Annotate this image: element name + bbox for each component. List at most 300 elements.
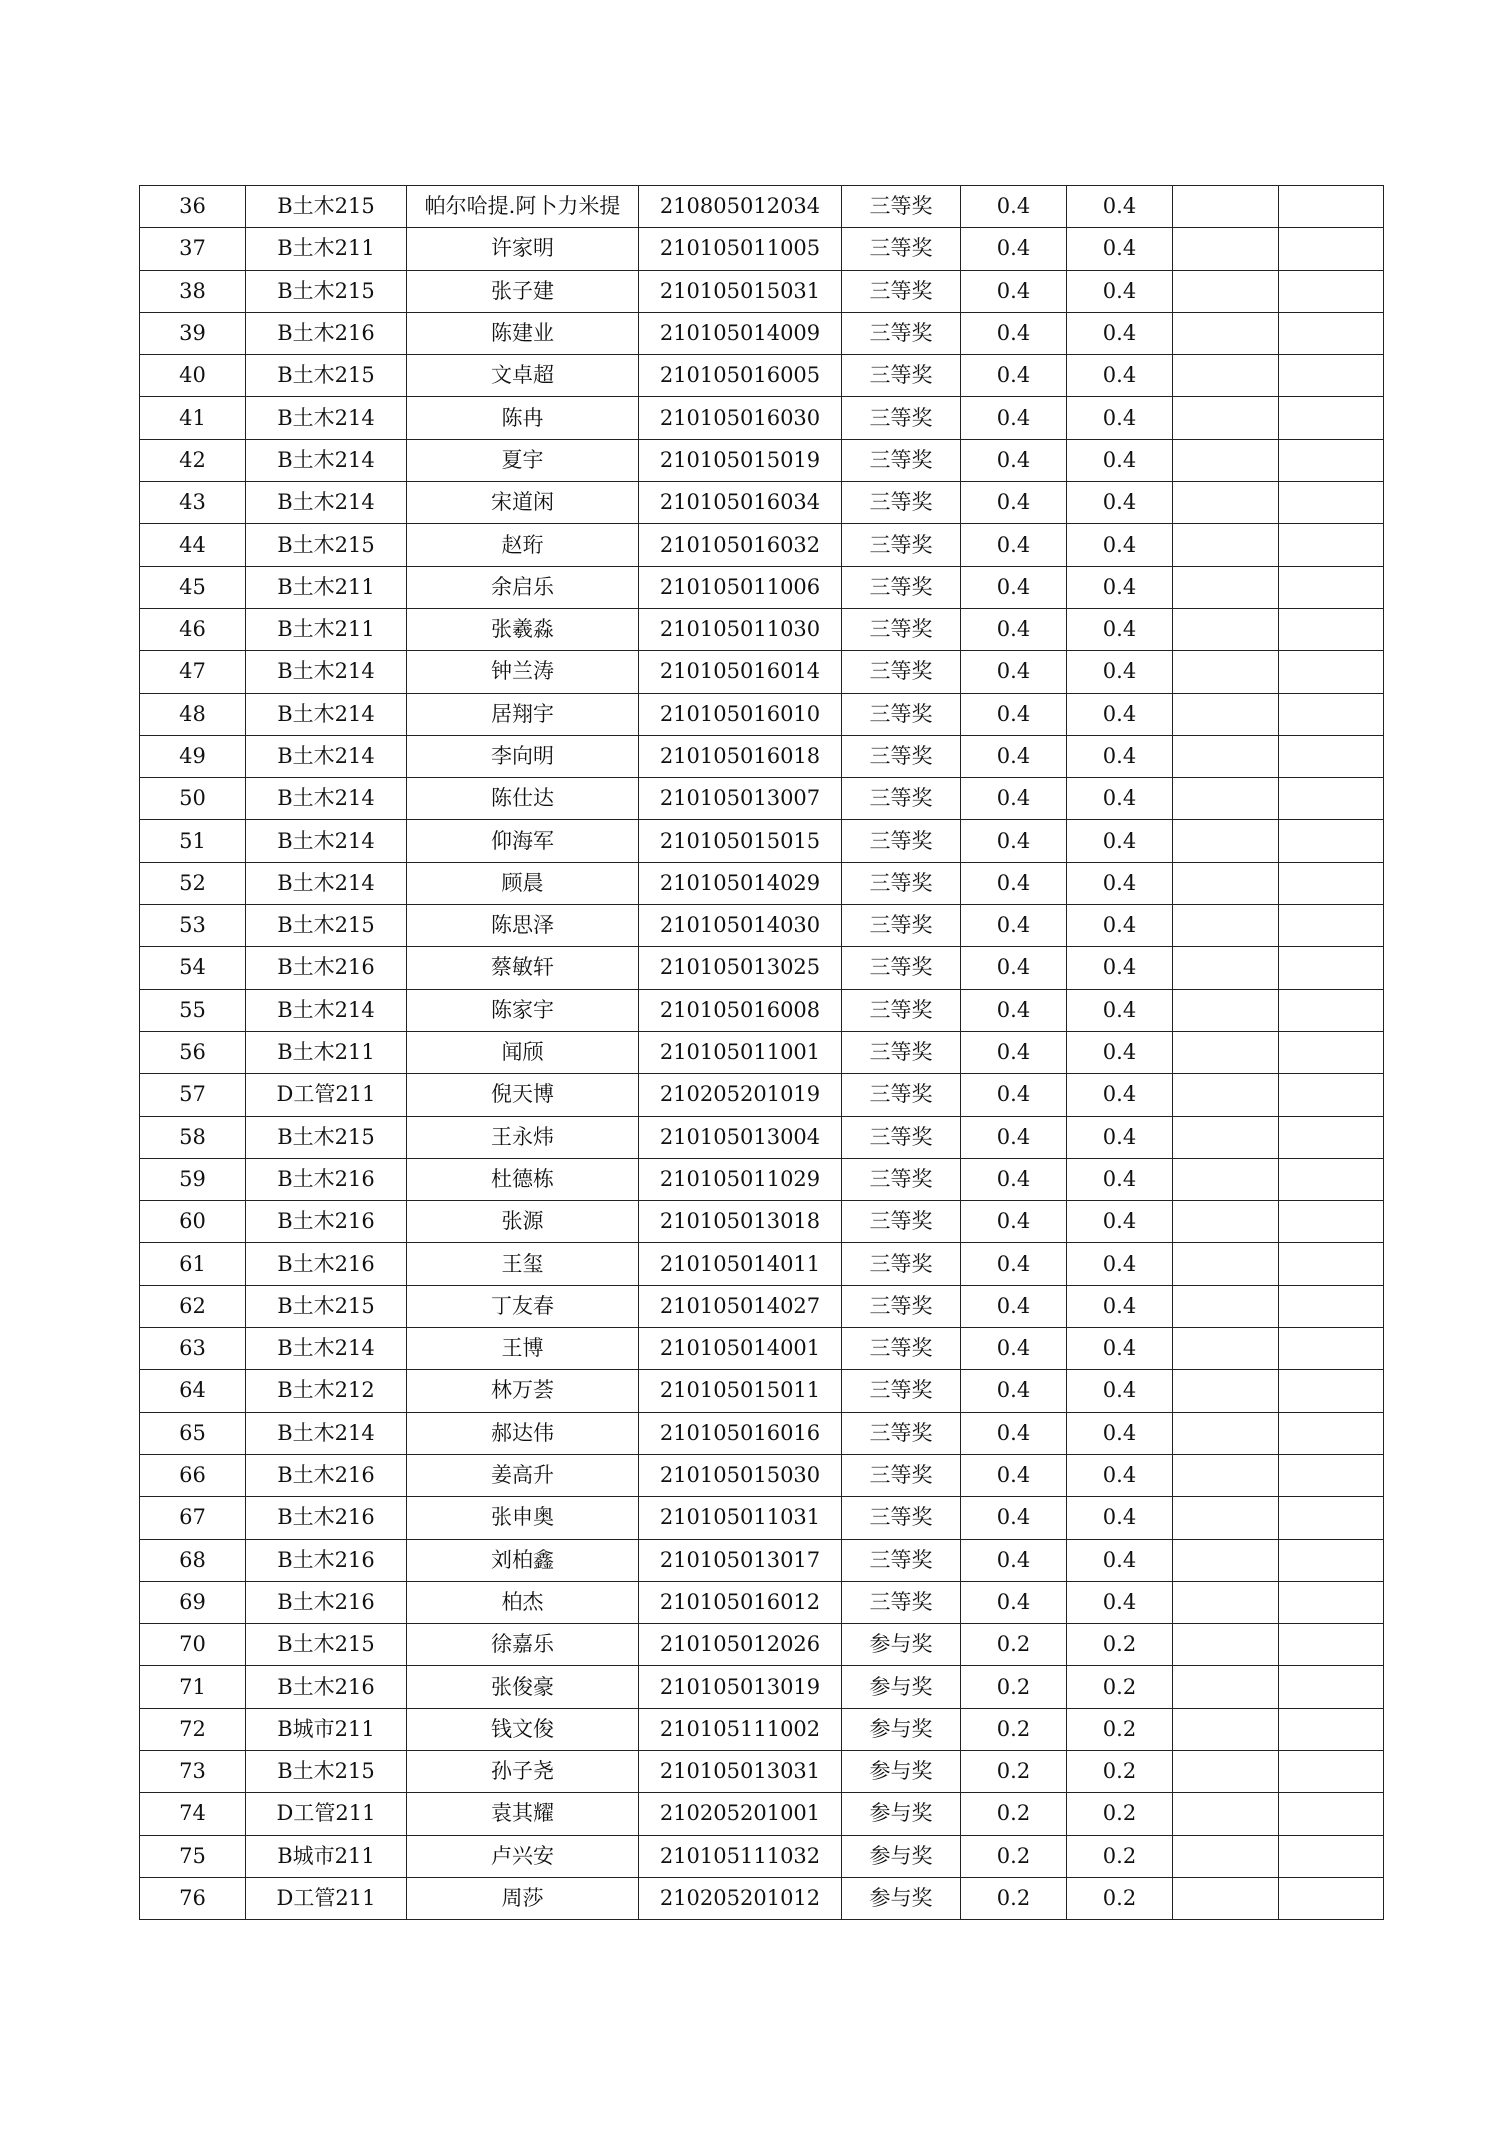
cell-score-1: 0.4 [961, 186, 1067, 228]
cell-blank-1 [1173, 1074, 1279, 1116]
table-row [140, 989, 1384, 1031]
cell-score-1: 0.4 [961, 439, 1067, 481]
cell-class: B土木214 [246, 862, 407, 904]
cell-student-id: 210105016012 [639, 1581, 842, 1623]
cell-no: 53 [140, 905, 246, 947]
cell-no: 63 [140, 1328, 246, 1370]
cell-no: 43 [140, 482, 246, 524]
cell-blank-1 [1173, 905, 1279, 947]
cell-blank-2 [1279, 312, 1384, 354]
cell-score-2: 0.4 [1067, 1454, 1173, 1496]
cell-name: 钱文俊 [407, 1708, 639, 1750]
cell-name: 倪天博 [407, 1074, 639, 1116]
cell-no: 65 [140, 1412, 246, 1454]
cell-award: 三等奖 [842, 1454, 961, 1496]
cell-no: 49 [140, 735, 246, 777]
cell-score-2: 0.2 [1067, 1750, 1173, 1792]
cell-class: B土木214 [246, 1328, 407, 1370]
cell-award: 三等奖 [842, 1581, 961, 1623]
cell-class: B土木215 [246, 270, 407, 312]
cell-no: 75 [140, 1835, 246, 1877]
table-row [140, 778, 1384, 820]
table-row [140, 1285, 1384, 1327]
cell-award: 三等奖 [842, 1412, 961, 1454]
cell-award: 三等奖 [842, 228, 961, 270]
cell-name: 赵珩 [407, 524, 639, 566]
cell-score-1: 0.2 [961, 1666, 1067, 1708]
cell-name: 陈家宇 [407, 989, 639, 1031]
cell-blank-2 [1279, 1243, 1384, 1285]
cell-award: 参与奖 [842, 1877, 961, 1919]
table-row [140, 1497, 1384, 1539]
cell-blank-1 [1173, 1116, 1279, 1158]
cell-award: 参与奖 [842, 1750, 961, 1792]
cell-award: 三等奖 [842, 1285, 961, 1327]
cell-blank-2 [1279, 524, 1384, 566]
cell-student-id: 210105111032 [639, 1835, 842, 1877]
cell-no: 44 [140, 524, 246, 566]
cell-name: 周莎 [407, 1877, 639, 1919]
cell-award: 三等奖 [842, 439, 961, 481]
cell-score-1: 0.4 [961, 1581, 1067, 1623]
cell-blank-1 [1173, 482, 1279, 524]
table-row [140, 1454, 1384, 1496]
cell-score-2: 0.4 [1067, 651, 1173, 693]
cell-score-1: 0.2 [961, 1835, 1067, 1877]
cell-name: 陈思泽 [407, 905, 639, 947]
cell-blank-1 [1173, 397, 1279, 439]
cell-score-1: 0.4 [961, 1201, 1067, 1243]
cell-blank-2 [1279, 1201, 1384, 1243]
cell-student-id: 210205201001 [639, 1793, 842, 1835]
cell-award: 三等奖 [842, 862, 961, 904]
cell-class: B土木216 [246, 1581, 407, 1623]
cell-blank-1 [1173, 1201, 1279, 1243]
cell-blank-2 [1279, 1285, 1384, 1327]
cell-blank-1 [1173, 1370, 1279, 1412]
cell-no: 76 [140, 1877, 246, 1919]
cell-blank-1 [1173, 1835, 1279, 1877]
cell-score-2: 0.4 [1067, 228, 1173, 270]
cell-name: 陈仕达 [407, 778, 639, 820]
table-row [140, 1243, 1384, 1285]
table-row [140, 482, 1384, 524]
cell-blank-2 [1279, 1581, 1384, 1623]
cell-no: 67 [140, 1497, 246, 1539]
cell-score-2: 0.4 [1067, 735, 1173, 777]
cell-student-id: 210105013004 [639, 1116, 842, 1158]
cell-blank-1 [1173, 1285, 1279, 1327]
cell-score-2: 0.4 [1067, 1370, 1173, 1412]
cell-score-1: 0.4 [961, 1454, 1067, 1496]
cell-student-id: 210105016016 [639, 1412, 842, 1454]
cell-blank-2 [1279, 608, 1384, 650]
cell-score-1: 0.4 [961, 693, 1067, 735]
cell-score-1: 0.4 [961, 1328, 1067, 1370]
cell-score-2: 0.4 [1067, 1243, 1173, 1285]
cell-award: 三等奖 [842, 355, 961, 397]
cell-no: 59 [140, 1158, 246, 1200]
cell-class: B土木214 [246, 989, 407, 1031]
cell-student-id: 210105013031 [639, 1750, 842, 1792]
table-row [140, 1624, 1384, 1666]
cell-name: 杜德栋 [407, 1158, 639, 1200]
cell-award: 三等奖 [842, 482, 961, 524]
cell-award: 三等奖 [842, 1243, 961, 1285]
table-row [140, 228, 1384, 270]
cell-name: 丁友春 [407, 1285, 639, 1327]
cell-name: 钟兰涛 [407, 651, 639, 693]
cell-blank-1 [1173, 651, 1279, 693]
cell-no: 45 [140, 566, 246, 608]
table-row [140, 1793, 1384, 1835]
cell-name: 闻颀 [407, 1031, 639, 1073]
cell-blank-1 [1173, 778, 1279, 820]
cell-blank-1 [1173, 1158, 1279, 1200]
cell-score-2: 0.4 [1067, 820, 1173, 862]
cell-blank-1 [1173, 608, 1279, 650]
cell-score-2: 0.2 [1067, 1624, 1173, 1666]
cell-class: B土木215 [246, 905, 407, 947]
cell-score-1: 0.2 [961, 1793, 1067, 1835]
cell-award: 三等奖 [842, 1539, 961, 1581]
cell-blank-1 [1173, 735, 1279, 777]
cell-blank-1 [1173, 1624, 1279, 1666]
cell-class: B土木214 [246, 693, 407, 735]
table-row [140, 1666, 1384, 1708]
cell-no: 66 [140, 1454, 246, 1496]
cell-class: B土木215 [246, 1116, 407, 1158]
cell-award: 三等奖 [842, 905, 961, 947]
cell-class: D工管211 [246, 1793, 407, 1835]
cell-name: 刘柏鑫 [407, 1539, 639, 1581]
cell-blank-2 [1279, 820, 1384, 862]
cell-score-2: 0.4 [1067, 1158, 1173, 1200]
cell-no: 72 [140, 1708, 246, 1750]
cell-score-1: 0.2 [961, 1624, 1067, 1666]
cell-score-2: 0.4 [1067, 1074, 1173, 1116]
cell-blank-2 [1279, 1074, 1384, 1116]
cell-name: 陈冉 [407, 397, 639, 439]
cell-score-1: 0.4 [961, 1158, 1067, 1200]
cell-no: 40 [140, 355, 246, 397]
cell-blank-1 [1173, 439, 1279, 481]
cell-class: B土木214 [246, 1412, 407, 1454]
cell-class: B土木216 [246, 1497, 407, 1539]
cell-no: 60 [140, 1201, 246, 1243]
cell-blank-1 [1173, 1031, 1279, 1073]
cell-class: B土木216 [246, 1666, 407, 1708]
cell-name: 柏杰 [407, 1581, 639, 1623]
cell-student-id: 210105014030 [639, 905, 842, 947]
cell-name: 卢兴安 [407, 1835, 639, 1877]
cell-blank-1 [1173, 312, 1279, 354]
cell-blank-2 [1279, 1877, 1384, 1919]
cell-student-id: 210205201012 [639, 1877, 842, 1919]
cell-student-id: 210105015015 [639, 820, 842, 862]
cell-student-id: 210105016005 [639, 355, 842, 397]
cell-blank-2 [1279, 270, 1384, 312]
table-row [140, 1370, 1384, 1412]
cell-student-id: 210105011030 [639, 608, 842, 650]
cell-score-1: 0.4 [961, 1412, 1067, 1454]
cell-score-2: 0.4 [1067, 1539, 1173, 1581]
cell-score-2: 0.2 [1067, 1877, 1173, 1919]
cell-award: 三等奖 [842, 1074, 961, 1116]
cell-student-id: 210105015011 [639, 1370, 842, 1412]
table-row [140, 651, 1384, 693]
cell-blank-2 [1279, 1750, 1384, 1792]
cell-name: 许家明 [407, 228, 639, 270]
cell-award: 三等奖 [842, 608, 961, 650]
cell-name: 王玺 [407, 1243, 639, 1285]
cell-class: B土木212 [246, 1370, 407, 1412]
table-row [140, 1201, 1384, 1243]
cell-name: 顾晨 [407, 862, 639, 904]
cell-score-2: 0.4 [1067, 1497, 1173, 1539]
cell-score-2: 0.4 [1067, 989, 1173, 1031]
cell-score-2: 0.2 [1067, 1835, 1173, 1877]
table-row [140, 1031, 1384, 1073]
cell-name: 张俊豪 [407, 1666, 639, 1708]
cell-name: 仰海军 [407, 820, 639, 862]
cell-name: 林万荟 [407, 1370, 639, 1412]
cell-no: 55 [140, 989, 246, 1031]
cell-no: 36 [140, 186, 246, 228]
cell-student-id: 210105011005 [639, 228, 842, 270]
table-row [140, 270, 1384, 312]
cell-blank-1 [1173, 693, 1279, 735]
cell-blank-2 [1279, 228, 1384, 270]
cell-blank-2 [1279, 947, 1384, 989]
table-row [140, 1074, 1384, 1116]
cell-award: 三等奖 [842, 820, 961, 862]
cell-no: 70 [140, 1624, 246, 1666]
cell-score-2: 0.4 [1067, 693, 1173, 735]
cell-no: 41 [140, 397, 246, 439]
cell-no: 71 [140, 1666, 246, 1708]
cell-score-1: 0.2 [961, 1708, 1067, 1750]
cell-score-1: 0.4 [961, 735, 1067, 777]
cell-blank-2 [1279, 693, 1384, 735]
cell-student-id: 210805012034 [639, 186, 842, 228]
cell-blank-2 [1279, 905, 1384, 947]
cell-blank-2 [1279, 1454, 1384, 1496]
cell-award: 三等奖 [842, 778, 961, 820]
cell-blank-2 [1279, 1328, 1384, 1370]
cell-no: 61 [140, 1243, 246, 1285]
cell-no: 68 [140, 1539, 246, 1581]
cell-score-1: 0.4 [961, 778, 1067, 820]
cell-score-2: 0.4 [1067, 1328, 1173, 1370]
cell-name: 居翔宇 [407, 693, 639, 735]
cell-no: 62 [140, 1285, 246, 1327]
cell-name: 余启乐 [407, 566, 639, 608]
cell-score-1: 0.4 [961, 651, 1067, 693]
cell-award: 三等奖 [842, 186, 961, 228]
cell-blank-2 [1279, 1793, 1384, 1835]
cell-class: B土木216 [246, 312, 407, 354]
cell-award: 三等奖 [842, 651, 961, 693]
cell-name: 郝达伟 [407, 1412, 639, 1454]
cell-class: B土木215 [246, 524, 407, 566]
cell-score-2: 0.4 [1067, 1285, 1173, 1327]
cell-score-1: 0.4 [961, 524, 1067, 566]
cell-name: 张申奥 [407, 1497, 639, 1539]
table-row [140, 1708, 1384, 1750]
table-row [140, 905, 1384, 947]
cell-award: 三等奖 [842, 693, 961, 735]
table-row [140, 397, 1384, 439]
cell-student-id: 210105015030 [639, 1454, 842, 1496]
cell-student-id: 210105014027 [639, 1285, 842, 1327]
cell-name: 袁其耀 [407, 1793, 639, 1835]
table-row [140, 1539, 1384, 1581]
cell-name: 王博 [407, 1328, 639, 1370]
cell-score-1: 0.4 [961, 397, 1067, 439]
cell-score-1: 0.4 [961, 1285, 1067, 1327]
cell-award: 三等奖 [842, 1328, 961, 1370]
cell-award: 三等奖 [842, 1370, 961, 1412]
table-row [140, 693, 1384, 735]
table-row [140, 947, 1384, 989]
cell-score-1: 0.4 [961, 1116, 1067, 1158]
cell-score-2: 0.4 [1067, 566, 1173, 608]
cell-no: 50 [140, 778, 246, 820]
table-row [140, 1116, 1384, 1158]
cell-blank-1 [1173, 1328, 1279, 1370]
cell-blank-1 [1173, 1793, 1279, 1835]
cell-blank-2 [1279, 1539, 1384, 1581]
cell-score-1: 0.4 [961, 1539, 1067, 1581]
cell-blank-1 [1173, 820, 1279, 862]
cell-blank-1 [1173, 1412, 1279, 1454]
cell-blank-2 [1279, 735, 1384, 777]
cell-score-2: 0.4 [1067, 439, 1173, 481]
table-row [140, 312, 1384, 354]
cell-class: B土木214 [246, 397, 407, 439]
cell-student-id: 210105111002 [639, 1708, 842, 1750]
cell-name: 张羲淼 [407, 608, 639, 650]
cell-name: 李向明 [407, 735, 639, 777]
table-row [140, 1158, 1384, 1200]
cell-score-1: 0.2 [961, 1877, 1067, 1919]
cell-student-id: 210105013025 [639, 947, 842, 989]
cell-class: B土木216 [246, 1158, 407, 1200]
cell-name: 帕尔哈提.阿卜力米提 [407, 186, 639, 228]
cell-score-1: 0.2 [961, 1750, 1067, 1792]
cell-class: B土木215 [246, 186, 407, 228]
cell-blank-1 [1173, 228, 1279, 270]
cell-award: 参与奖 [842, 1708, 961, 1750]
cell-blank-1 [1173, 566, 1279, 608]
cell-blank-2 [1279, 1666, 1384, 1708]
cell-no: 52 [140, 862, 246, 904]
cell-blank-2 [1279, 439, 1384, 481]
cell-student-id: 210105012026 [639, 1624, 842, 1666]
table-row [140, 566, 1384, 608]
cell-no: 42 [140, 439, 246, 481]
cell-score-2: 0.2 [1067, 1666, 1173, 1708]
cell-class: D工管211 [246, 1074, 407, 1116]
cell-blank-1 [1173, 862, 1279, 904]
award-roster-table [139, 185, 1384, 1920]
cell-name: 徐嘉乐 [407, 1624, 639, 1666]
table-row [140, 186, 1384, 228]
cell-class: B城市211 [246, 1835, 407, 1877]
table-row [140, 1877, 1384, 1919]
cell-no: 48 [140, 693, 246, 735]
cell-award: 三等奖 [842, 397, 961, 439]
cell-blank-2 [1279, 1370, 1384, 1412]
cell-score-1: 0.4 [961, 905, 1067, 947]
cell-blank-2 [1279, 1624, 1384, 1666]
cell-score-1: 0.4 [961, 1497, 1067, 1539]
cell-name: 王永炜 [407, 1116, 639, 1158]
cell-class: B土木215 [246, 1624, 407, 1666]
cell-no: 47 [140, 651, 246, 693]
cell-student-id: 210105014009 [639, 312, 842, 354]
cell-student-id: 210105011001 [639, 1031, 842, 1073]
cell-student-id: 210105016014 [639, 651, 842, 693]
cell-blank-2 [1279, 1835, 1384, 1877]
cell-award: 参与奖 [842, 1793, 961, 1835]
cell-score-2: 0.4 [1067, 1201, 1173, 1243]
cell-class: B土木216 [246, 947, 407, 989]
cell-blank-2 [1279, 566, 1384, 608]
cell-class: B土木214 [246, 735, 407, 777]
cell-class: B土木211 [246, 228, 407, 270]
cell-score-1: 0.4 [961, 862, 1067, 904]
cell-score-2: 0.2 [1067, 1793, 1173, 1835]
cell-score-2: 0.4 [1067, 862, 1173, 904]
cell-student-id: 210105016010 [639, 693, 842, 735]
cell-award: 三等奖 [842, 566, 961, 608]
cell-name: 宋道闲 [407, 482, 639, 524]
cell-award: 三等奖 [842, 989, 961, 1031]
cell-class: B土木214 [246, 820, 407, 862]
cell-blank-1 [1173, 1243, 1279, 1285]
cell-score-2: 0.4 [1067, 608, 1173, 650]
cell-blank-2 [1279, 355, 1384, 397]
table-row [140, 862, 1384, 904]
cell-score-1: 0.4 [961, 312, 1067, 354]
cell-award: 三等奖 [842, 1201, 961, 1243]
cell-student-id: 210105014011 [639, 1243, 842, 1285]
cell-score-1: 0.4 [961, 270, 1067, 312]
cell-score-1: 0.4 [961, 228, 1067, 270]
cell-blank-2 [1279, 1708, 1384, 1750]
cell-name: 姜高升 [407, 1454, 639, 1496]
table-row [140, 735, 1384, 777]
cell-award: 三等奖 [842, 312, 961, 354]
cell-name: 夏宇 [407, 439, 639, 481]
cell-no: 73 [140, 1750, 246, 1792]
cell-name: 文卓超 [407, 355, 639, 397]
cell-student-id: 210105013019 [639, 1666, 842, 1708]
cell-award: 三等奖 [842, 524, 961, 566]
cell-name: 陈建业 [407, 312, 639, 354]
cell-award: 三等奖 [842, 270, 961, 312]
cell-blank-1 [1173, 186, 1279, 228]
cell-blank-2 [1279, 482, 1384, 524]
cell-class: B土木211 [246, 1031, 407, 1073]
cell-blank-1 [1173, 947, 1279, 989]
cell-no: 38 [140, 270, 246, 312]
cell-student-id: 210105011029 [639, 1158, 842, 1200]
cell-blank-2 [1279, 778, 1384, 820]
cell-student-id: 210105011031 [639, 1497, 842, 1539]
